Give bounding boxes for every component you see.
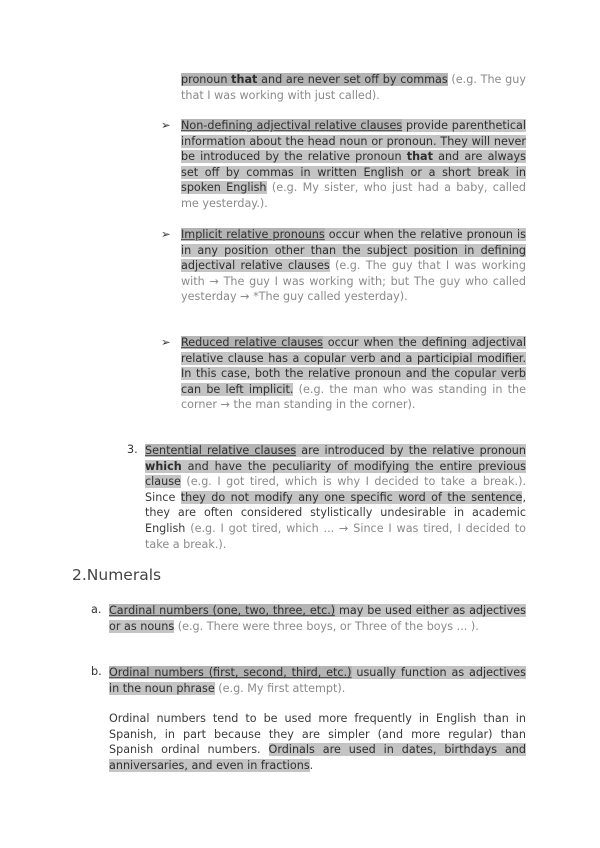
term-highlight: Ordinal numbers (first, second, third, etc.) (109, 666, 352, 679)
continuation-paragraph (181, 72, 526, 103)
term-highlight: Cardinal numbers (one, two, three, etc.) (109, 604, 336, 617)
cardinal-paragraph (109, 603, 526, 634)
term-highlight: Non-defining adjectival relative clauses (181, 119, 403, 132)
highlight-text: occur when the defining adjectival relative clause has a copular verb and a participial modifier. In this case, both the relative pronoun and the copular verb can be left implicit. (181, 336, 526, 396)
term-highlight: Reduced relative clauses (181, 336, 324, 349)
body-text: Ordinal numbers tend to be used more frequently in English than in Spanish, in part because they are simpler (and more regular) than Spanish ordinal numbers. (109, 712, 526, 757)
arrow-bullet-icon: ➢ (161, 227, 171, 241)
highlight-text: may be used either as adjectives or as nouns (109, 604, 526, 633)
bold-keyword: that (231, 73, 258, 86)
list-letter: b. (91, 665, 102, 678)
example-text: (e.g. The guy that I was working with → The guy I was working with; but The guy who called yesterday → *The guy called yesterday). (181, 259, 526, 304)
highlight-text: and are never set off by commas (257, 73, 448, 86)
example-text: (e.g. the man who was standing in the corner → the man standing in the corner). (181, 382, 527, 412)
example-text: (e.g. The guy that I was working with just called). (181, 73, 526, 102)
reduced-paragraph (181, 335, 526, 413)
list-number: 3. (127, 443, 138, 456)
arrow-bullet-icon: ➢ (161, 118, 171, 132)
highlight-text: are introduced by the relative pronoun (296, 444, 526, 457)
ordinal-usage-paragraph (109, 711, 526, 773)
section-heading: 2.Numerals (72, 566, 162, 584)
highlight-text: Ordinals are used in dates, birthdays and anniversaries, and even in fractions (109, 743, 527, 772)
ordinal-paragraph (109, 665, 526, 696)
sentential-paragraph (145, 443, 526, 552)
non-defining-paragraph (181, 118, 526, 212)
highlight-text: and are always set off by commas in written English or a short break in spoken English (181, 150, 526, 195)
highlight-text: provide parenthetical information about the head noun or pronoun. They will never be introduced by the relative pronoun (181, 119, 526, 164)
highlight-text: they do not modify any one specific word of the sentence (180, 490, 523, 504)
example-text: (e.g. My first attempt). (214, 681, 346, 695)
term-highlight: Implicit relative pronouns (181, 228, 325, 241)
example-text: (e.g. My sister, who just had a baby, called me yesterday.). (181, 181, 527, 210)
example-text: (e.g. I got tired, which is why I decided to take a break.). (180, 475, 526, 489)
arrow-bullet-icon: ➢ (161, 335, 171, 349)
example-text: (e.g. I got tired, which ... → Since I was tired, I decided to take a break.). (145, 521, 526, 551)
body-text: . (309, 758, 314, 772)
example-text: (e.g. There were three boys, or Three of the boys ... ). (174, 619, 479, 633)
body-text: Since (145, 490, 181, 504)
bold-keyword: which (145, 459, 182, 473)
highlight-text: usually function as adjectives in the noun phrase (109, 666, 526, 695)
bold-keyword: that (406, 150, 433, 164)
highlight-text: pronoun (181, 73, 232, 86)
highlight-text: and have the peculiarity of modifying the entire previous clause (145, 459, 526, 489)
body-text: , they are often considered stylistically undesirable in academic English (145, 490, 526, 535)
list-letter: a. (91, 603, 102, 616)
term-highlight: Sentential relative clauses (145, 444, 297, 457)
implicit-paragraph (181, 227, 526, 305)
highlight-text: occur when the relative pronoun is in any position other than the subject position in defining adjectival relative clauses (181, 228, 526, 273)
